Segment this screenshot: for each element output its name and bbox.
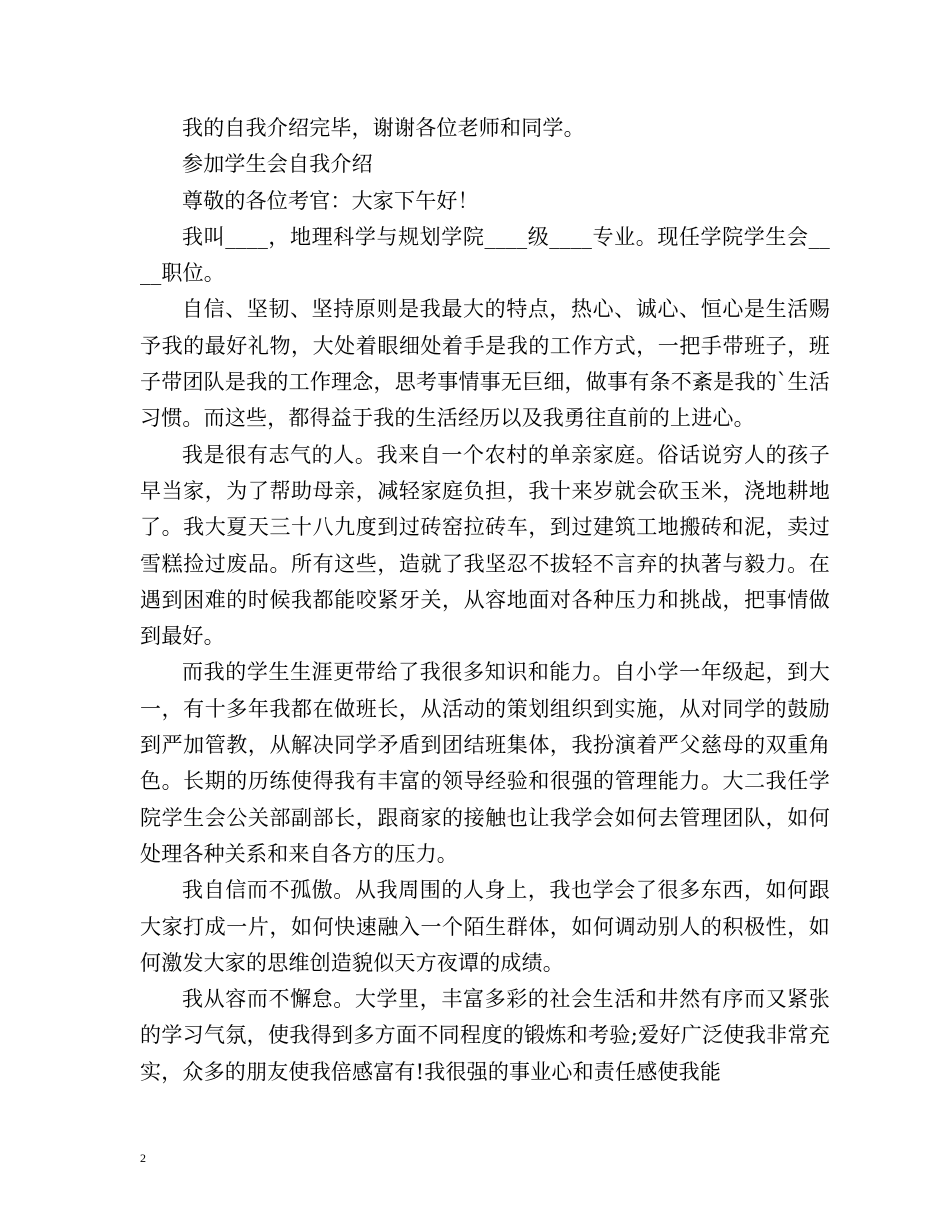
paragraph-background: 我是很有志气的人。我来自一个农村的单亲家庭。俗话说穷人的孩子早当家，为了帮助母亲，减轻家庭负担，我十来岁就会砍玉米，浇地耕地了。我大夏天三十八九度到过砖窑拉砖车，到过建筑工地搬砖和泥，卖过雪糕捡过废品。所有这些，造就了我坚忍不拔轻不言弃的执著与毅力。在遇到困难的时候我都能咬紧牙关，从容地面对各种压力和挑战，把事情做到最好。 (140, 442, 830, 649)
document-body (140, 110, 830, 1090)
paragraph-traits: 自信、坚韧、坚持原则是我最大的特点，热心、诚心、恒心是生活赐予我的最好礼物，大处着眼细处着手是我的工作方式，一把手带班子，班子带团队是我的工作理念，思考事情事无巨细，做事有条不紊是我的`生活习惯。而这些，都得益于我的生活经历以及我勇往直前的上进心。 (140, 297, 830, 431)
paragraph-student-career: 而我的学生生涯更带给了我很多知识和能力。自小学一年级起，到大一，有十多年我都在做班长，从活动的策划组织到实施，从对同学的鼓励到严加管教，从解决同学矛盾到团结班集体，我扮演着严父慈母的双重角色。长期的历练使得我有丰富的领导经验和很强的管理能力。大二我任学院学生会公关部副部长，跟商家的接触也让我学会如何去管理团队，如何处理各种关系和来自各方的压力。 (140, 660, 830, 866)
paragraph-greeting: 尊敬的各位考官：大家下午好！ (182, 188, 479, 213)
paragraph-closing: 我的自我介绍完毕，谢谢各位老师和同学。 (182, 116, 585, 140)
paragraph-identity: 我叫____，地理科学与规划学院____级____专业。现任学院学生会____职位。 (140, 224, 830, 286)
paragraph-composure: 我从容而不懈怠。大学里，丰富多彩的社会生活和井然有序而又紧张的学习气氛，使我得到多方面不同程度的锻炼和考验;爱好广泛使我非常充实，众多的朋友使我倍感富有!我很强的事业心和责任感使我能 (140, 987, 830, 1084)
paragraph-confidence: 我自信而不孤傲。从我周围的人身上，我也学会了很多东西，如何跟大家打成一片，如何快速融入一个陌生群体，如何调动别人的积极性，如何激发大家的思维创造貌似天方夜谭的成绩。 (140, 878, 830, 975)
page-number: 2 (140, 1151, 146, 1165)
paragraph-title: 参加学生会自我介绍 (182, 152, 373, 177)
